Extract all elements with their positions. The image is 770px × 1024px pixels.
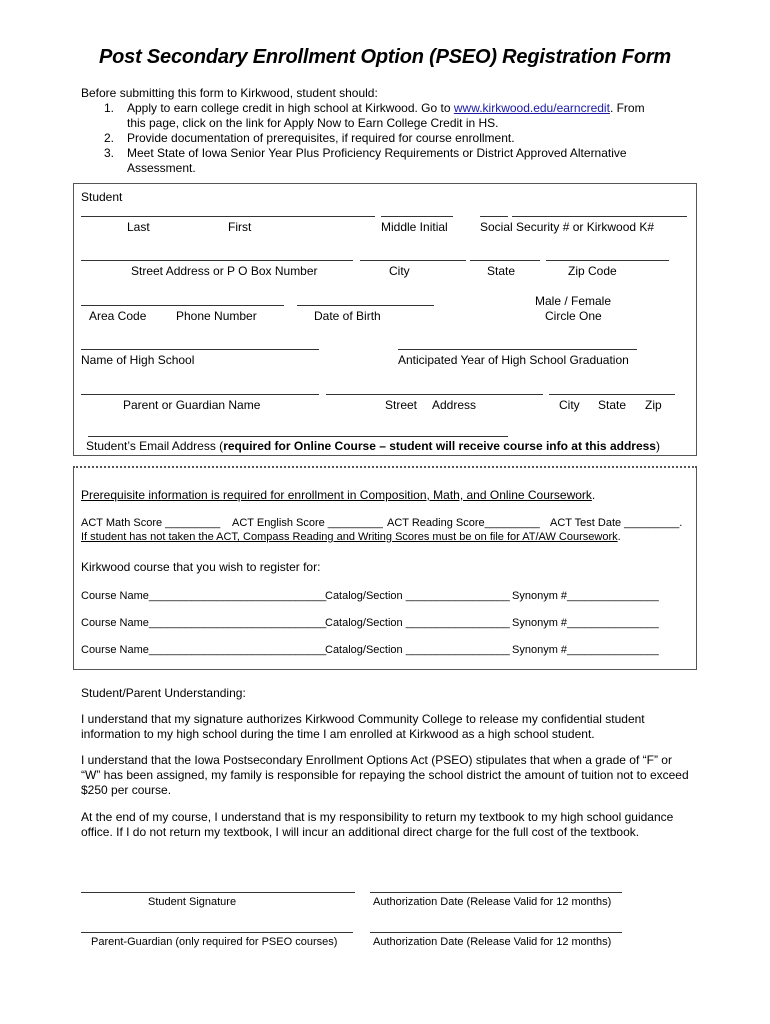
dob-field-line[interactable] bbox=[297, 305, 434, 306]
email-label-text: Student’s Email Address ( bbox=[86, 439, 224, 453]
course-3-catalog-field[interactable]: Catalog/Section _________________ bbox=[325, 644, 510, 656]
ssn-prefix-field-line[interactable] bbox=[480, 216, 508, 217]
course-3-synonym-field[interactable]: Synonym #_______________ bbox=[512, 644, 659, 656]
intro-item-2-number: 2. bbox=[104, 131, 115, 145]
street-address-label: Street Address or P O Box Number bbox=[131, 264, 318, 278]
course-2-name-field[interactable]: Course Name_____________________________ bbox=[81, 617, 327, 629]
last-name-label: Last bbox=[127, 220, 150, 234]
course-2-catalog-field[interactable]: Catalog/Section _________________ bbox=[325, 617, 510, 629]
parent-street-field-line[interactable] bbox=[326, 394, 543, 395]
prereq-heading-text: Prerequisite information is required for enrollment in Composition, Math, and Online Coursework bbox=[81, 488, 592, 502]
student-header: Student bbox=[81, 190, 123, 204]
authorization-date-2-label: Authorization Date (Release Valid for 12 months) bbox=[373, 936, 612, 948]
state-field-line[interactable] bbox=[470, 260, 540, 261]
grad-year-field-line[interactable] bbox=[398, 349, 637, 350]
prereq-note bbox=[81, 531, 621, 543]
course-3-name-field[interactable]: Course Name_____________________________ bbox=[81, 644, 327, 656]
zip-field-line[interactable] bbox=[546, 260, 669, 261]
parent-city-label: City bbox=[559, 398, 580, 412]
understanding-paragraph-1: I understand that my signature authorizes Kirkwood Community College to release my confidential student information to my high school during the time I am enrolled at Kirkwood as a high school student. bbox=[81, 712, 645, 741]
parent-state-label: State bbox=[598, 398, 627, 412]
understanding-heading: Student/Parent Understanding: bbox=[81, 686, 246, 700]
intro-item-2: Provide documentation of prerequisites, if required for course enrollment. bbox=[127, 131, 515, 145]
zip-label: Zip Code bbox=[568, 264, 617, 278]
parent-name-field-line[interactable] bbox=[81, 394, 319, 395]
intro-item-3: Meet State of Iowa Senior Year Plus Proficiency Requirements or District Approved Alternative bbox=[127, 146, 627, 160]
email-field-line[interactable] bbox=[88, 436, 508, 437]
earncredit-link[interactable]: www.kirkwood.edu/earncredit bbox=[453, 101, 610, 115]
intro-item-1-continued: this page, click on the link for Apply Now to Earn College Credit in HS. bbox=[127, 116, 499, 130]
understanding-paragraph-2: I understand that the Iowa Postsecondary Enrollment Options Act (PSEO) stipulates that when a grade of “F” or “W” has been assigned, my family is responsible for repaying the school district the amount of tuition not to exceed $250 per course. bbox=[81, 753, 689, 797]
sex-options[interactable]: Male / Female bbox=[535, 294, 612, 308]
course-prompt: Kirkwood course that you wish to register for: bbox=[81, 560, 321, 574]
parent-name-label: Parent or Guardian Name bbox=[123, 398, 261, 412]
intro-item-3-continued: Assessment. bbox=[127, 161, 196, 175]
first-name-label: First bbox=[228, 220, 252, 234]
page-title: Post Secondary Enrollment Option (PSEO) Registration Form bbox=[99, 46, 671, 68]
authorization-date-2-line[interactable] bbox=[370, 932, 622, 933]
act-reading-score-field[interactable]: ACT Reading Score_________ bbox=[387, 517, 540, 529]
ssn-field-line[interactable] bbox=[512, 216, 687, 217]
ssn-label: Social Security # or Kirkwood K# bbox=[480, 220, 655, 234]
student-signature-label: Student Signature bbox=[148, 896, 237, 908]
parent-signature-label: Parent-Guardian (only required for PSEO courses) bbox=[91, 936, 338, 948]
authorization-date-1-label: Authorization Date (Release Valid for 12 months) bbox=[373, 896, 612, 908]
act-math-score-field[interactable]: ACT Math Score _________ bbox=[81, 517, 221, 529]
prereq-note-text: If student has not taken the ACT, Compass Reading and Writing Scores must be on file for AT/AW Coursework bbox=[81, 531, 618, 543]
grad-year-label: Anticipated Year of High School Graduation bbox=[398, 353, 629, 367]
intro-item-1-text: Apply to earn college credit in high school at Kirkwood. Go to bbox=[127, 101, 451, 115]
high-school-label: Name of High School bbox=[81, 353, 195, 367]
authorization-date-1-line[interactable] bbox=[370, 892, 622, 893]
city-field-line[interactable] bbox=[360, 260, 466, 261]
email-label-close: ) bbox=[655, 439, 660, 453]
parent-city-state-zip-field-line[interactable] bbox=[549, 394, 675, 395]
email-label-bold: required for Online Course – student will receive course info at this address bbox=[223, 439, 656, 453]
dob-label: Date of Birth bbox=[314, 309, 381, 323]
high-school-field-line[interactable] bbox=[81, 349, 319, 350]
phone-field-line[interactable] bbox=[81, 305, 284, 306]
parent-zip-label: Zip bbox=[645, 398, 662, 412]
city-label: City bbox=[389, 264, 410, 278]
student-signature-line[interactable] bbox=[81, 892, 355, 893]
intro-item-1 bbox=[127, 101, 645, 115]
middle-initial-field-line[interactable] bbox=[381, 216, 453, 217]
area-code-label: Area Code bbox=[89, 309, 147, 323]
parent-signature-line[interactable] bbox=[81, 932, 353, 933]
course-1-name-field[interactable]: Course Name_____________________________ bbox=[81, 590, 327, 602]
course-1-synonym-field[interactable]: Synonym #_______________ bbox=[512, 590, 659, 602]
act-test-date-field[interactable]: ACT Test Date _________. bbox=[550, 517, 683, 529]
intro-item-1-tail: . From bbox=[609, 101, 645, 115]
prereq-note-end: . bbox=[617, 531, 621, 543]
circle-one-label: Circle One bbox=[545, 309, 602, 323]
understanding-paragraph-3: At the end of my course, I understand that is my responsibility to return my textbook to my high school guidance office. If I do not return my textbook, I will incur an additional direct charge for the full cost of the textbook. bbox=[81, 810, 674, 839]
intro-lead: Before submitting this form to Kirkwood, student should: bbox=[81, 86, 378, 100]
intro-item-3-number: 3. bbox=[104, 146, 115, 160]
phone-number-label: Phone Number bbox=[176, 309, 257, 323]
name-field-line[interactable] bbox=[81, 216, 375, 217]
middle-initial-label: Middle Initial bbox=[381, 220, 448, 234]
state-label: State bbox=[487, 264, 516, 278]
parent-address-label: Address bbox=[432, 398, 477, 412]
parent-street-label: Street bbox=[385, 398, 418, 412]
act-english-score-field[interactable]: ACT English Score _________ bbox=[232, 517, 383, 529]
email-label bbox=[86, 439, 660, 453]
prereq-heading bbox=[81, 488, 595, 502]
course-2-synonym-field[interactable]: Synonym #_______________ bbox=[512, 617, 659, 629]
prereq-heading-end: . bbox=[591, 488, 596, 502]
street-address-field-line[interactable] bbox=[81, 260, 353, 261]
intro-item-1-number: 1. bbox=[104, 101, 115, 115]
course-1-catalog-field[interactable]: Catalog/Section _________________ bbox=[325, 590, 510, 602]
